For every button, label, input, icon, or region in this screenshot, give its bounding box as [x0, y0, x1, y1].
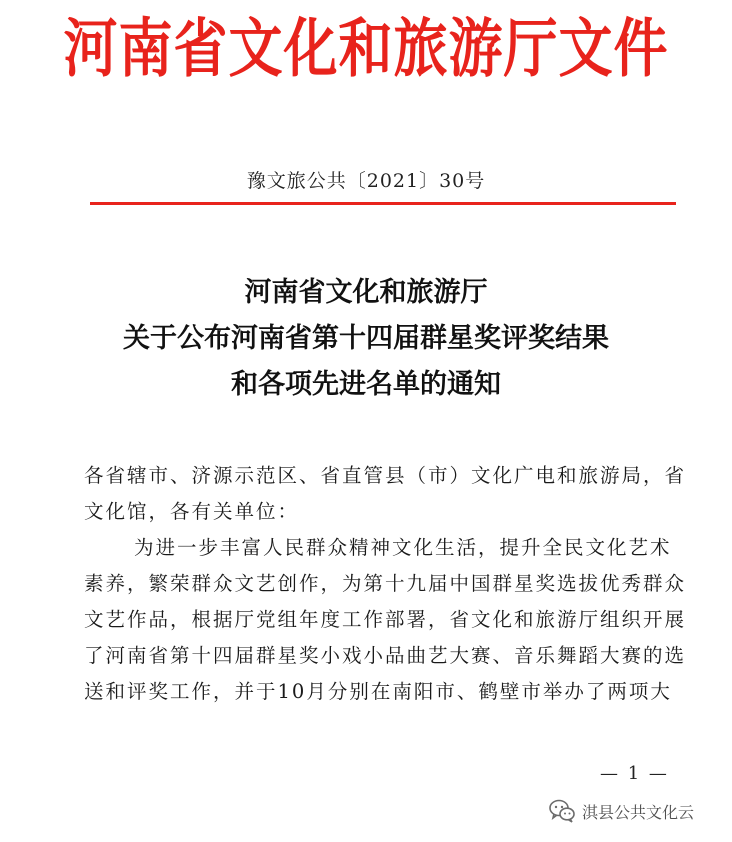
red-divider-line: [90, 202, 676, 205]
wechat-icon: [548, 798, 576, 824]
notice-body: [84, 458, 687, 710]
paragraph-line: 了河南省第十四届群星奖小戏小品曲艺大赛、音乐舞蹈大赛的选: [84, 644, 687, 667]
title-line-1: 河南省文化和旅游厅: [244, 277, 488, 308]
paragraph-line: 为进一步丰富人民群众精神文化生活，提升全民文化艺术: [134, 536, 672, 559]
title-line-2: 关于公布河南省第十四届群星奖评奖结果: [123, 323, 609, 354]
salutation-line-1: 各省辖市、济源示范区、省直管县（市）文化广电和旅游局，省: [84, 464, 687, 487]
notice-title: [0, 270, 732, 408]
document-number: 豫文旅公共〔2021〕30号: [246, 170, 486, 192]
wechat-watermark: [548, 796, 694, 826]
paragraph-line: 文艺作品，根据厅党组年度工作部署，省文化和旅游厅组织开展: [84, 608, 687, 631]
masthead-title: 河南省文化和旅游厅文件: [63, 11, 669, 86]
watermark-text: 淇县公共文化云: [582, 802, 695, 822]
salutation-line-2: 文化馆，各有关单位：: [84, 500, 300, 523]
paragraph-line: 送和评奖工作，并于10月分别在南阳市、鹤壁市举办了两项大: [84, 680, 672, 703]
title-line-3: 和各项先进名单的通知: [231, 369, 501, 400]
page-number: — 1 —: [600, 763, 669, 784]
paragraph-line: 素养，繁荣群众文艺创作，为第十九届中国群星奖选拔优秀群众: [84, 572, 687, 595]
